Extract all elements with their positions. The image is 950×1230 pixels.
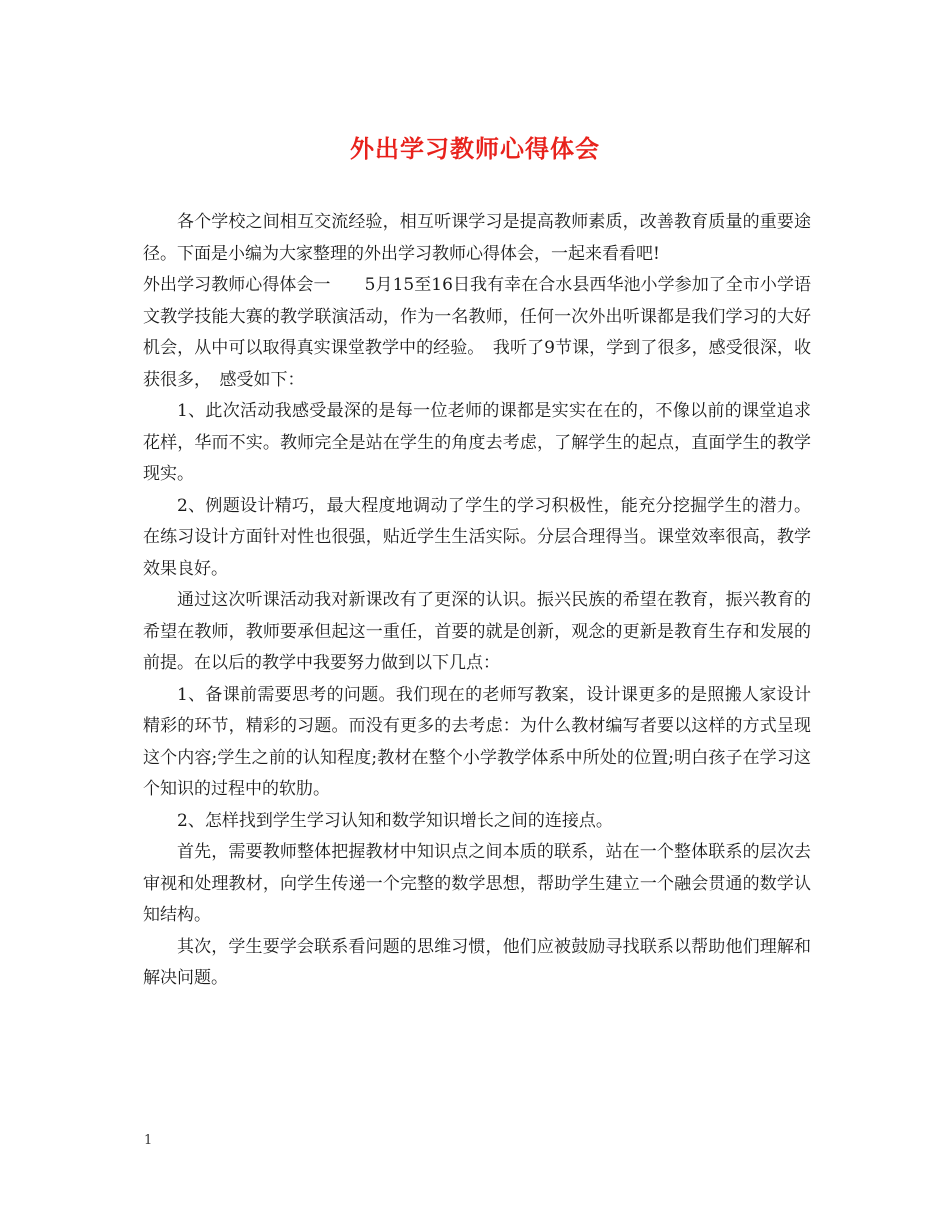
document-title: 外出学习教师心得体会 <box>350 134 600 163</box>
paragraph-first: 首先，需要教师整体把握教材中知识点之间本质的联系，站在一个整体联系的层次去审视和处理教材，向学生传递一个完整的数学思想，帮助学生建立一个融会贯通的数学认知结构。 <box>143 842 811 925</box>
paragraph-point-1: 1、此次活动我感受最深的是每一位老师的课都是实实在在的，不像以前的课堂追求花样，华而不实。教师完全是站在学生的角度去考虑，了解学生的起点，直面学生的教学现实。 <box>143 401 811 484</box>
paragraph-reflection: 通过这次听课活动我对新课改有了更深的认识。振兴民族的希望在教育，振兴教育的希望在教师，教师要承但起这一重任，首要的就是创新，观念的更新是教育生存和发展的前提。在以后的教学中我要努力做到以下几点： <box>143 590 811 673</box>
paragraph-point-2: 2、例题设计精巧，最大程度地调动了学生的学习积极性，能充分挖掘学生的潜力。在练习设计方面针对性也很强，贴近学生生活实际。分层合理得当。课堂效率很高，教学效果良好。 <box>143 495 811 579</box>
paragraph-plan-1: 1、备课前需要思考的问题。我们现在的老师写教案，设计课更多的是照搬人家设计精彩的环节，精彩的习题。而没有更多的去考虑：为什么教材编写者要以这样的方式呈现这个内容;学生之前的认知程度;教材在整个小学教学体系中所处的位置;明白孩子在学习这个知识的过程中的软肋。 <box>143 684 811 799</box>
paragraph-plan-2: 2、怎样找到学生学习认知和数学知识增长之间的连接点。 <box>177 810 613 831</box>
paragraph-intro: 各个学校之间相互交流经验，相互听课学习是提高教师素质，改善教育质量的重要途径。下面是小编为大家整理的外出学习教师心得体会，一起来看看吧! <box>143 212 811 264</box>
page-number: 1 <box>144 1133 153 1148</box>
paragraph-section-one: 外出学习教师心得体会一 5月15至16日我有幸在合水县西华池小学参加了全市小学语文教学技能大赛的教学联演活动，作为一名教师，任何一次外出听课都是我们学习的大好机会，从中可以取得真实课堂教学中的经验。 我听了9节课，学到了很多，感受很深，收获很多， 感受如下： <box>143 275 811 390</box>
paragraph-second: 其次，学生要学会联系看问题的思维习惯，他们应被鼓励寻找联系以帮助他们理解和解决问题。 <box>143 936 811 988</box>
document-body <box>143 207 811 995</box>
